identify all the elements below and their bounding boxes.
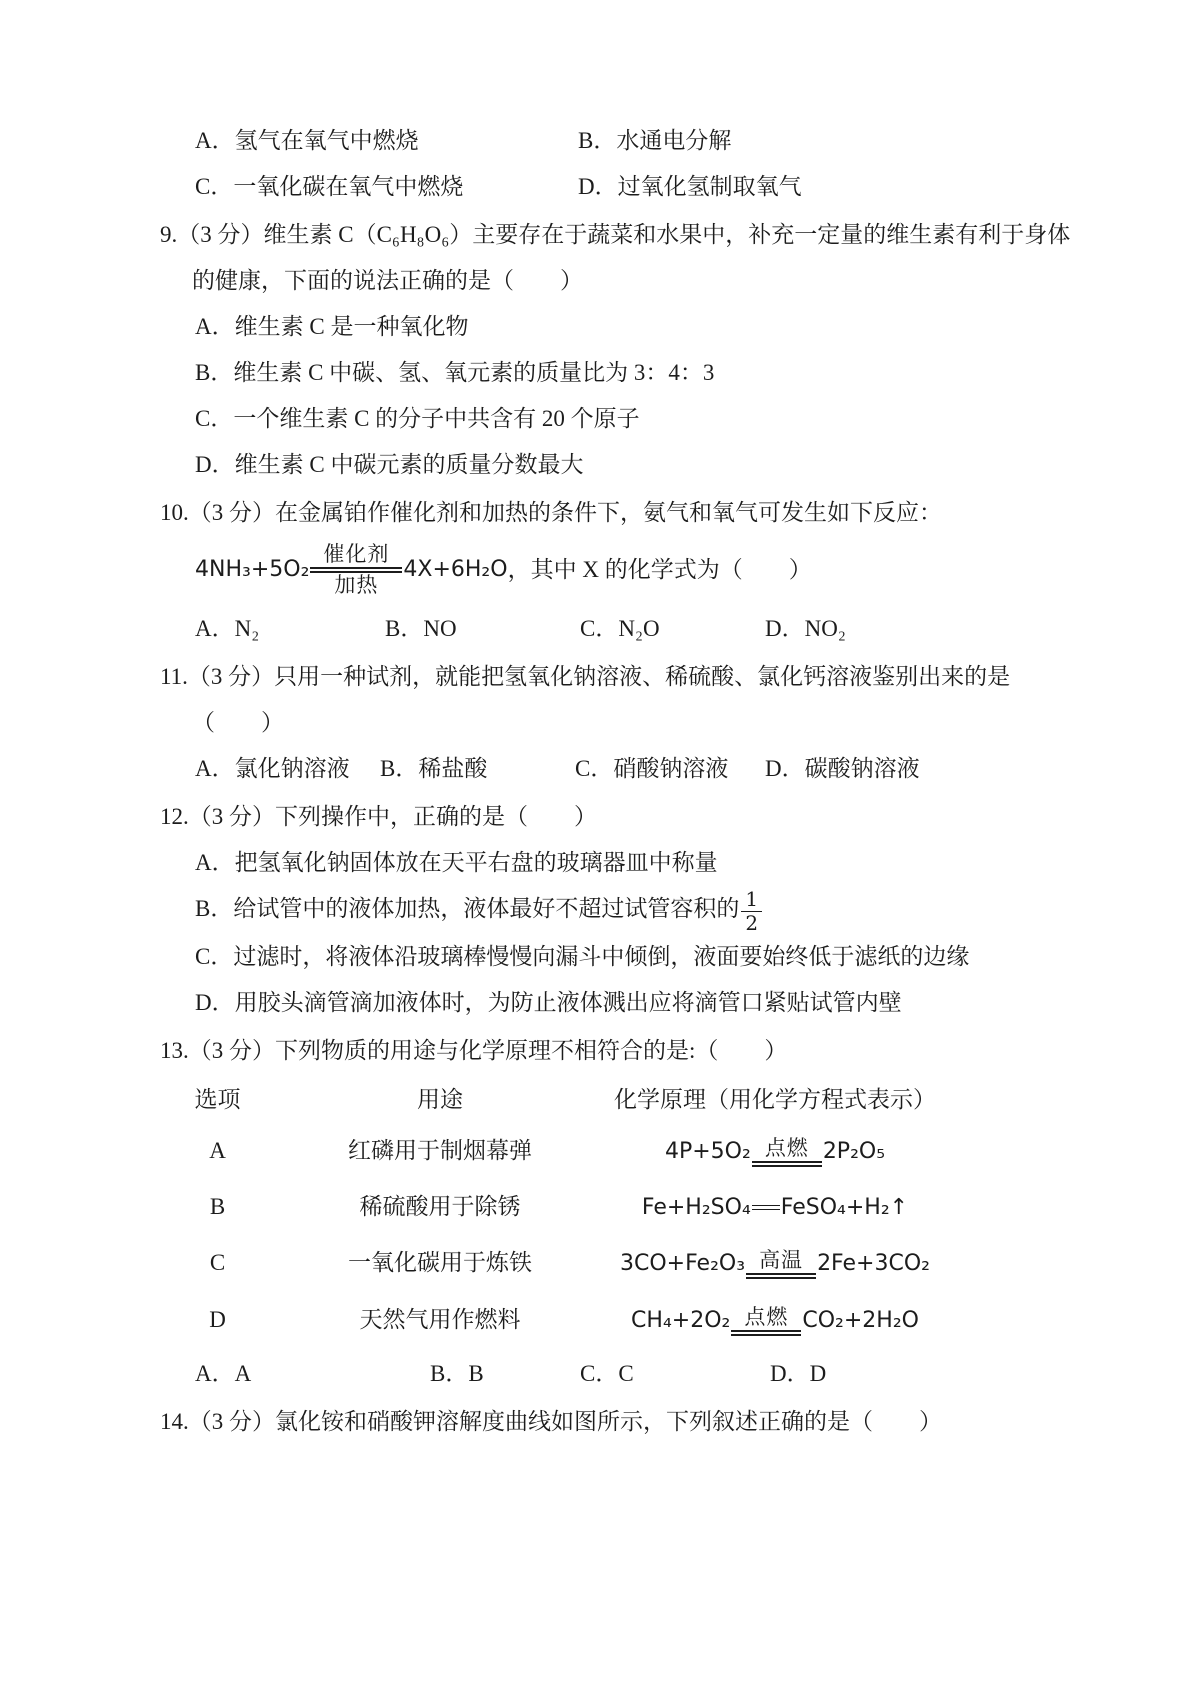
question-10-options bbox=[160, 606, 1080, 652]
question-11-stem: 11.（3 分）只用一种试剂，就能把氢氧化钠溶液、稀硫酸、氯化钙溶液鉴别出来的是（ ） bbox=[160, 664, 1011, 736]
question-10-stem: 10.（3 分）在金属铂作催化剂和加热的条件下，氨气和氧气可发生如下反应： bbox=[160, 500, 942, 525]
question-8-options-row-2 bbox=[160, 164, 1080, 210]
option-10d: D．NO₂ bbox=[765, 616, 846, 642]
equation-condition-sign bbox=[310, 542, 402, 598]
equation-lhs: CH₄+2O₂ bbox=[631, 1307, 731, 1333]
option-10a: A．N₂ bbox=[195, 616, 260, 642]
table-row-a-option: A bbox=[209, 1137, 226, 1163]
equation-rhs: CO₂+2H₂O bbox=[802, 1307, 919, 1333]
table-row-a-equation bbox=[605, 1123, 945, 1180]
equation-condition-sign bbox=[731, 1305, 801, 1336]
condition-ignite: 点燃 bbox=[744, 1304, 789, 1329]
question-9-stem: 9.（3 分）维生素 C（C₆H₈O₆）主要存在于蔬菜和水果中，补充一定量的维生素有利于身体的健康，下面的说法正确的是（ ） bbox=[160, 222, 1071, 293]
option-13d: D．D bbox=[770, 1361, 827, 1387]
option-13a: A．A bbox=[195, 1361, 252, 1387]
option-11a: A．氯化钠溶液 bbox=[195, 756, 350, 782]
question-12 bbox=[160, 794, 1080, 1026]
table-row-d-use: 天然气用作燃料 bbox=[359, 1307, 521, 1333]
table-row-c-option: C bbox=[209, 1249, 226, 1275]
question-9 bbox=[160, 212, 1080, 488]
condition-ignite: 点燃 bbox=[764, 1135, 809, 1160]
equation-rhs: FeSO₄+H₂↑ bbox=[780, 1194, 909, 1220]
question-11 bbox=[160, 654, 1080, 792]
option-9c: C．一个维生素 C 的分子中共含有 20 个原子 bbox=[195, 406, 640, 431]
option-8a: A．氢气在氧气中燃烧 bbox=[195, 128, 419, 153]
option-11b: B．稀盐酸 bbox=[380, 756, 488, 782]
question-13-table bbox=[160, 1078, 1080, 1349]
double-line bbox=[731, 1330, 801, 1336]
question-14-stem: 14.（3 分）氯化铵和硝酸钾溶解度曲线如图所示，下列叙述正确的是（ ） bbox=[160, 1409, 942, 1435]
equation-lhs: 3CO+Fe₂O₃ bbox=[620, 1250, 746, 1276]
question-14 bbox=[160, 1399, 1080, 1445]
option-12d: D．用胶头滴管滴加液体时，为防止液体溅出应将滴管口紧贴试管内壁 bbox=[195, 989, 902, 1015]
equation-lhs: 4NH₃+5O₂ bbox=[195, 556, 310, 582]
equation-rhs: 2Fe+3CO₂ bbox=[817, 1250, 930, 1276]
option-12a: A．把氢氧化钠固体放在天平右盘的玻璃器皿中称量 bbox=[195, 850, 718, 876]
question-13-stem: 13.（3 分）下列物质的用途与化学原理不相符合的是:（ ） bbox=[160, 1037, 788, 1063]
equation-condition-sign bbox=[746, 1248, 816, 1279]
fraction-denominator: 2 bbox=[745, 910, 759, 935]
option-8d: D．过氧化氢制取氧气 bbox=[578, 174, 802, 199]
equation-tail: ，其中 X 的化学式为（ ） bbox=[507, 557, 812, 583]
option-12b-text: B．给试管中的液体加热，液体最好不超过试管容积的 bbox=[195, 896, 740, 922]
fraction-one-half bbox=[741, 888, 762, 934]
option-11d: D．碳酸钠溶液 bbox=[765, 756, 920, 782]
option-13c: C．C bbox=[580, 1361, 634, 1387]
option-9d: D．维生素 C 中碳元素的质量分数最大 bbox=[195, 452, 584, 477]
option-10b: B．NO bbox=[385, 616, 457, 642]
table-header-option: 选项 bbox=[194, 1086, 241, 1112]
question-12-stem: 12.（3 分）下列操作中，正确的是（ ） bbox=[160, 804, 597, 830]
question-11-options bbox=[160, 746, 1080, 792]
table-row-b-option: B bbox=[209, 1193, 226, 1219]
table-row-c-use: 一氧化碳用于炼铁 bbox=[348, 1249, 532, 1275]
equation-lhs: Fe+H₂SO₄ bbox=[641, 1194, 751, 1220]
option-8c: C．一氧化碳在氧气中燃烧 bbox=[195, 174, 464, 199]
equation-equals-sign bbox=[752, 1205, 780, 1210]
option-11c: C．硝酸钠溶液 bbox=[575, 756, 729, 782]
fraction-numerator: 1 bbox=[741, 888, 762, 911]
question-13 bbox=[160, 1028, 1080, 1397]
question-13-options bbox=[160, 1351, 1080, 1397]
table-row-c-equation bbox=[605, 1235, 945, 1292]
question-8-options-row-1 bbox=[160, 118, 1080, 164]
double-line bbox=[752, 1161, 822, 1167]
condition-heating: 加热 bbox=[334, 573, 379, 598]
table-row-b-use: 稀硫酸用于除锈 bbox=[359, 1193, 521, 1219]
option-13b: B．B bbox=[430, 1361, 484, 1387]
table-row-d-option: D bbox=[209, 1307, 226, 1333]
condition-high-temperature: 高温 bbox=[759, 1247, 804, 1272]
option-8b: B．水通电分解 bbox=[578, 128, 732, 153]
table-row-a-use: 红磷用于制烟幕弹 bbox=[348, 1137, 532, 1163]
equation-rhs: 4X+6H₂O bbox=[403, 556, 508, 582]
table-header-use: 用途 bbox=[417, 1086, 463, 1112]
equation-rhs: 2P₂O₅ bbox=[822, 1138, 886, 1164]
question-10 bbox=[160, 490, 1080, 652]
option-12c: C．过滤时，将液体沿玻璃棒慢慢向漏斗中倾倒，液面要始终低于滤纸的边缘 bbox=[195, 943, 970, 969]
condition-catalyst: 催化剂 bbox=[323, 542, 390, 566]
option-9a: A．维生素 C 是一种氧化物 bbox=[195, 314, 469, 339]
option-9b: B．维生素 C 中碳、氢、氧元素的质量比为 3：4：3 bbox=[195, 360, 715, 385]
option-12b bbox=[160, 886, 1080, 934]
table-row-d-equation bbox=[605, 1292, 945, 1349]
table-row-b-equation bbox=[605, 1180, 945, 1235]
question-10-equation bbox=[160, 542, 1080, 598]
double-line bbox=[752, 1205, 780, 1210]
option-10c: C．N₂O bbox=[580, 616, 660, 642]
equation-condition-sign bbox=[752, 1136, 822, 1167]
equation-lhs: 4P+5O₂ bbox=[664, 1138, 751, 1164]
table-header-principle: 化学原理（用化学方程式表示） bbox=[614, 1086, 936, 1112]
double-line bbox=[746, 1273, 816, 1279]
question-8-options bbox=[160, 118, 1080, 210]
